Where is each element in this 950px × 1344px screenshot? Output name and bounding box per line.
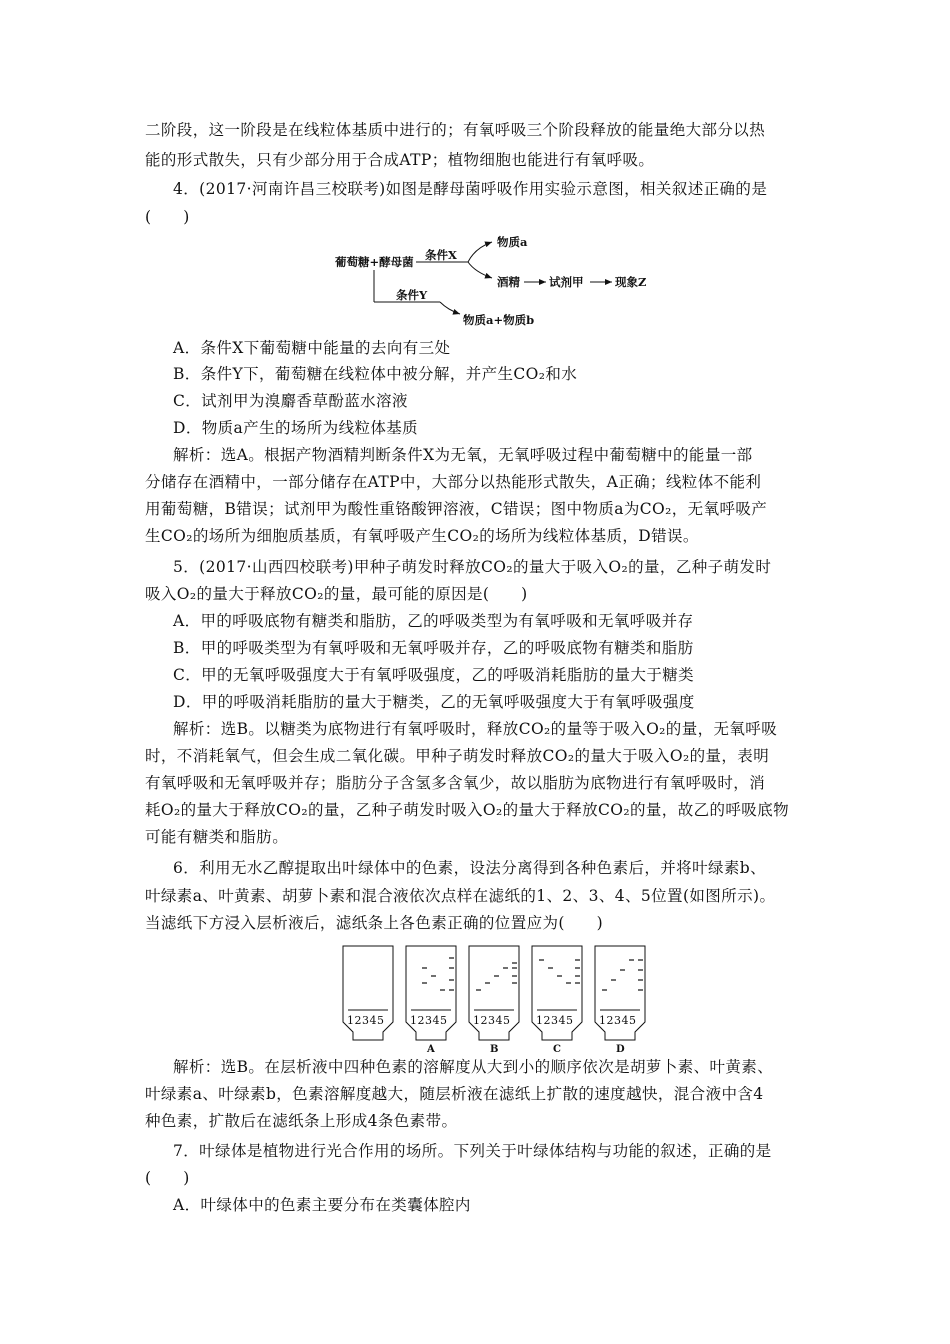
option-4b: B．条件Y下，葡萄糖在线粒体中被分解，并产生CO₂和水 — [173, 365, 578, 383]
answer-6-line: 解析：选B。在层析液中四种色素的溶解度从大到小的顺序依次是胡萝卜素、叶黄素、 — [173, 1058, 774, 1076]
text-line: 二阶段，这一阶段是在线粒体基质中进行的；有氧呼吸三个阶段释放的能量绝大部分以热 — [145, 121, 766, 139]
reagent-label: 试剂甲 — [549, 275, 584, 289]
answer-6-line: 种色素，扩散后在滤纸条上形成4条色素带。 — [145, 1112, 458, 1130]
condition-x-label: 条件X — [425, 248, 457, 262]
question-5-stem: 5．(2017·山西四校联考)甲种子萌发时释放CO₂的量大于吸入O₂的量，乙种子萌发时 — [173, 558, 772, 576]
answer-4-line: 解析：选A。根据产物酒精判断条件X为无氧，无氧呼吸过程中葡萄糖中的能量一部 — [173, 446, 753, 464]
option-4d: D．物质a产生的场所为线粒体基质 — [173, 419, 419, 437]
answer-4-line: 用葡萄糖，B错误；试剂甲为酸性重铬酸钾溶液，C错误；图中物质a为CO₂，无氧呼吸产 — [145, 500, 768, 518]
answer-4-line: 生CO₂的场所为细胞质基质，有氧呼吸产生CO₂的场所为线粒体基质，D错误。 — [145, 527, 699, 545]
spot-numbers: 12345 — [599, 1014, 637, 1027]
answer-5-line: 解析：选B。以糖类为底物进行有氧呼吸时，释放CO₂的量等于吸入O₂的量，无氧呼吸 — [173, 720, 778, 738]
spot-numbers: 12345 — [536, 1014, 574, 1027]
question-4-blank: ( ) — [145, 208, 190, 226]
spot-numbers: 12345 — [410, 1014, 448, 1027]
option-5d: D．甲的呼吸消耗脂肪的量大于糖类，乙的无氧呼吸强度大于有氧呼吸强度 — [173, 693, 695, 711]
question-7-blank: ( ) — [145, 1169, 190, 1187]
option-5c: C．甲的无氧呼吸强度大于有氧呼吸强度，乙的呼吸消耗脂肪的量大于糖类 — [173, 666, 695, 684]
phenomenon-label: 现象Z — [615, 275, 647, 289]
option-4a: A．条件X下葡萄糖中能量的去向有三处 — [173, 339, 451, 357]
question-6-stem: 6．利用无水乙醇提取出叶绿体中的色素，设法分离得到各种色素后，并将叶绿素b、 — [173, 859, 766, 877]
yeast-respiration-diagram — [330, 230, 670, 330]
option-label: B — [490, 1044, 499, 1052]
products-label: 物质a+物质b — [463, 313, 535, 327]
question-5-stem: 吸入O₂的量大于释放CO₂的量，最可能的原因是( ) — [145, 585, 528, 603]
alcohol-label: 酒精 — [497, 275, 520, 289]
option-7a: A．叶绿体中的色素主要分布在类囊体腔内 — [173, 1196, 471, 1214]
spot-numbers: 12345 — [347, 1014, 385, 1027]
question-6-stem: 叶绿素a、叶黄素、胡萝卜素和混合液依次点样在滤纸的1、2、3、4、5位置(如图所示)。 — [145, 887, 776, 905]
material-a-label: 物质a — [497, 235, 528, 249]
question-7-stem: 7．叶绿体是植物进行光合作用的场所。下列关于叶绿体结构与功能的叙述，正确的是 — [173, 1142, 772, 1160]
answer-5-line: 时，不消耗氧气，但会生成二氧化碳。甲种子萌发时释放CO₂的量大于吸入O₂的量，表明 — [145, 747, 770, 765]
option-label: A — [427, 1044, 435, 1052]
text-line: 能的形式散失，只有少部分用于合成ATP；植物细胞也能进行有氧呼吸。 — [145, 151, 655, 169]
condition-y-label: 条件Y — [396, 288, 428, 302]
diagram-start-label: 葡萄糖+酵母菌 — [335, 255, 414, 269]
option-4c: C．试剂甲为溴麝香草酚蓝水溶液 — [173, 392, 408, 410]
chromatography-diagram — [335, 942, 655, 1052]
option-5a: A．甲的呼吸底物有糖类和脂肪，乙的呼吸类型为有氧呼吸和无氧呼吸并存 — [173, 612, 694, 630]
answer-5-line: 有氧呼吸和无氧呼吸并存；脂肪分子含氢多含氧少，故以脂肪为底物进行有氧呼吸时，消 — [145, 774, 766, 792]
option-label: D — [616, 1044, 625, 1052]
answer-5-line: 可能有糖类和脂肪。 — [145, 828, 289, 846]
spot-numbers: 12345 — [473, 1014, 511, 1027]
answer-4-line: 分储存在酒精中，一部分储存在ATP中，大部分以热能形式散失，A正确；线粒体不能利 — [145, 473, 762, 491]
option-label: C — [553, 1044, 561, 1052]
option-5b: B．甲的呼吸类型为有氧呼吸和无氧呼吸并存，乙的呼吸底物有糖类和脂肪 — [173, 639, 694, 657]
answer-5-line: 耗O₂的量大于释放CO₂的量，乙种子萌发时吸入O₂的量大于释放CO₂的量，故乙的呼吸底物 — [145, 801, 790, 819]
answer-6-line: 叶绿素a、叶绿素b，色素溶解度越大，随层析液在滤纸上扩散的速度越快，混合液中含4 — [145, 1085, 764, 1103]
question-6-stem: 当滤纸下方浸入层析液后，滤纸条上各色素正确的位置应为( ) — [145, 914, 604, 932]
question-4-stem: 4．(2017·河南许昌三校联考)如图是酵母菌呼吸作用实验示意图，相关叙述正确的是 — [173, 180, 768, 198]
